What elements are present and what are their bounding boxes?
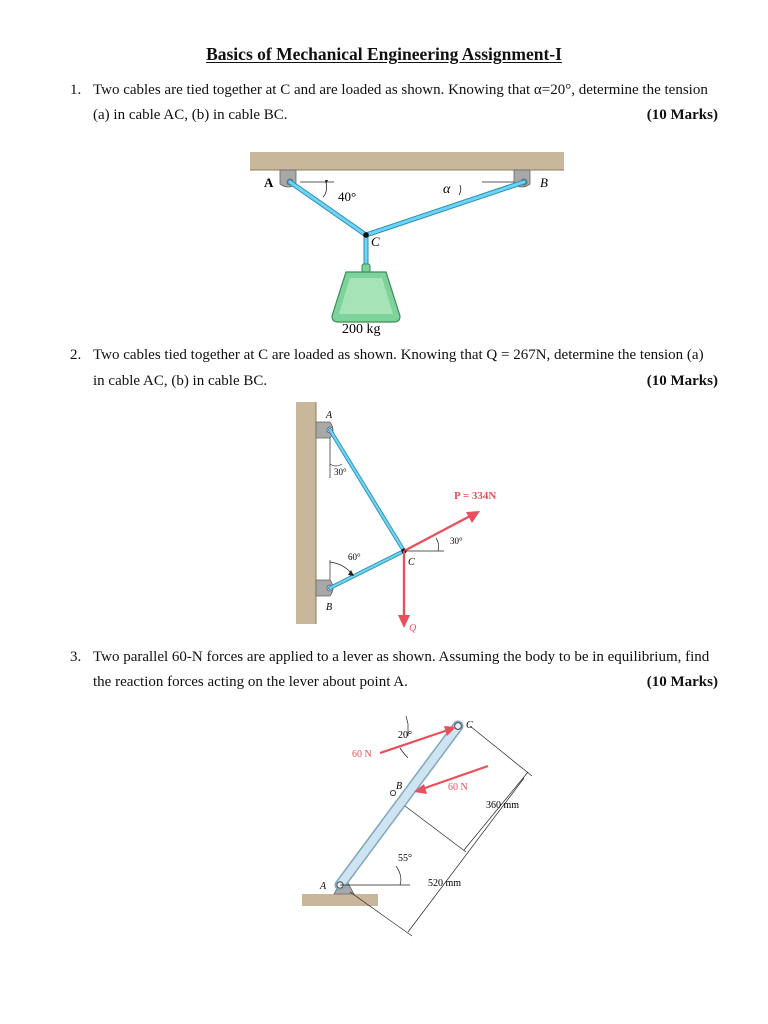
ceiling-beam (250, 152, 564, 170)
label-b: B (540, 175, 548, 190)
label-b: B (396, 781, 403, 792)
question-3-text-line-2: the reaction forces acting on the lever about point A. (93, 674, 408, 690)
angle-p-30: 30° (450, 536, 463, 546)
force-1-label: 60 N (352, 749, 372, 760)
pin-c (455, 723, 462, 730)
question-2-text-line-1: Two cables tied together at C are loaded as shown. Knowing that Q = 267N, determine the tension (a) (93, 347, 704, 363)
question-2-marks: (10 Marks) (646, 373, 718, 389)
label-b: B (326, 602, 333, 613)
question-3-text-line-1: Two parallel 60-N forces are applied to a lever as shown. Assuming the body to be in equilibrium, find (93, 649, 710, 665)
angle-b-60: 60° (348, 552, 361, 562)
angle-alpha: α (443, 182, 451, 197)
label-c: C (408, 557, 415, 568)
angle-20: 20° (398, 730, 412, 741)
question-1-number: 1. (70, 82, 82, 98)
label-q: Q (409, 623, 417, 634)
label-a: A (320, 881, 327, 892)
question-3-number: 3. (70, 649, 82, 665)
mass-label: 200 kg (342, 322, 381, 337)
joint-c (363, 232, 369, 238)
question-1-marks: (10 Marks) (646, 107, 718, 123)
pin-b (390, 790, 395, 795)
figure-1-cable-diagram (238, 140, 568, 340)
question-1-text-line-2: (a) in cable AC, (b) in cable BC. (93, 107, 288, 123)
force-2-label: 60 N (448, 782, 468, 793)
figure-3-lever-diagram (300, 696, 550, 941)
question-2-number: 2. (70, 347, 82, 363)
label-c: C (371, 234, 380, 249)
question-2-text-line-2: in cable AC, (b) in cable BC. (93, 373, 268, 389)
angle-40: 40° (338, 189, 357, 204)
force-p-label: P = 334N (454, 490, 497, 502)
question-3-marks: (10 Marks) (646, 674, 718, 690)
label-a: A (326, 410, 333, 421)
label-a: A (264, 175, 274, 190)
question-1-text-line-1: Two cables are tied together at C and are loaded as shown. Knowing that α=20°, determine the tension (93, 82, 708, 98)
angle-55: 55° (398, 853, 412, 864)
figure-2-cable-diagram (296, 400, 526, 640)
angle-a-30: 30° (334, 467, 347, 477)
label-c: C (466, 720, 473, 731)
dim-520-label: 520 mm (428, 878, 462, 889)
dim-360 (464, 772, 528, 850)
assignment-title: Basics of Mechanical Engineering Assignment-I (206, 44, 562, 64)
dim-360-label: 360 mm (486, 800, 520, 811)
wall (296, 402, 316, 624)
